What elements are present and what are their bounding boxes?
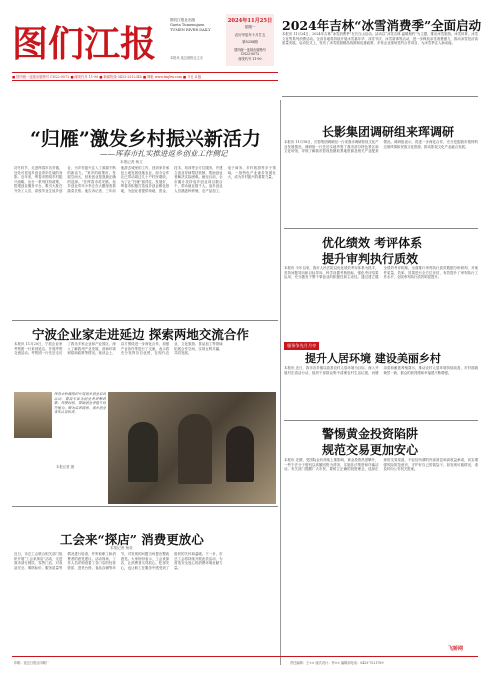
right-band-title: 提升人居环境 建设美丽乡村 bbox=[305, 352, 441, 365]
right-bottom-title-2: 规范交易更加安心 bbox=[322, 443, 419, 457]
lead-rule bbox=[282, 96, 478, 97]
feature-byline: 本报记者 杨文 bbox=[120, 160, 143, 164]
feature-subtitle: ——珲春市扎实推进返乡创业工作侧记 bbox=[100, 149, 228, 158]
right-band-body: 本报讯 近日，我市各乡镇以改善农村人居环境为目标，深入开展村庄清洁行动，组织干部群众集中清理农村生活垃圾、河塘沟渠和畜禽养殖粪污，推动农村人居环境持续改善，乡村面貌焕然一新，群众的获得感和幸福感不断增强。 bbox=[284, 366, 478, 375]
right-mid-body: 本报讯 今年以来，我市人民法院以优化绩效考评体系为抓手，坚持问题导向和目标导向，科学设置考核指标，强化考评结果运用，充分激发干警干事创业的积极性和主动性。通过建立健全绩效考评机制，全面推行审判执行质效数据分析研判，对案件质量、效率、效果进行全方位评估，有效提升了审判执行工作水平，全院审判执行质效明显提升。 bbox=[284, 266, 478, 280]
photo bbox=[14, 392, 52, 438]
infobar-rule-top bbox=[12, 72, 278, 73]
right-bottom-rule bbox=[284, 420, 478, 421]
right-top-title: 长影集团调研组来珲调研 bbox=[322, 125, 455, 139]
bottom-rule bbox=[12, 506, 278, 507]
photo-caption: 珲春市积极组织开展返乡创业培训活动，邀请专家为创业者讲解政策、传授经验，帮助创业者提升经营能力。图为培训现场，返乡创业青年认真听讲。 bbox=[54, 392, 106, 415]
footer-right: 印刷：延边日报社印刷厂 bbox=[14, 661, 50, 665]
masthead-pinyin: Gaeta Tumenujaen bbox=[170, 23, 205, 27]
masthead-title: 图们江报 bbox=[12, 23, 157, 65]
masthead bbox=[12, 14, 262, 66]
photo-person-2 bbox=[178, 414, 212, 484]
mid-rule bbox=[12, 320, 278, 321]
feature-title: “归雁”激发乡村振兴新活力 bbox=[30, 128, 261, 150]
mid-body: 本报讯 11月20日，宁波企业家考察团一行来到延边，开展考察交流活动。考察团一行先后走访了我市多家企业和产业园区，深入了解我州产业发展、营商环境和招商政策等情况。座谈会上，双方围绕进一步深化合作、加强产业协作等进行了交流，表示将充分发挥各自优势，在现代农业、文化旅游、食品加工等领域拓展合作空间，实现互利共赢、共同发展。 bbox=[14, 342, 223, 356]
bottom-byline: 本报记者 杨奇 bbox=[110, 546, 133, 550]
lunar: 农历甲辰年十月廿五 bbox=[234, 33, 266, 37]
footer-left: 责任编辑：王×× 版式设计：李×× 编辑部电话：0433-7521789 bbox=[290, 661, 384, 665]
info-line-2: 邮发代号 11-90 bbox=[238, 57, 262, 61]
photo-main bbox=[108, 392, 276, 504]
date-box bbox=[226, 14, 274, 66]
bottom-body: 近日，市总工会联合相关部门组织开展“工会来探店”活动，走进我市部分餐饮、零售门店，对食品安全、明码标价、服务质量等情况进行检查，并听取职工和消费者的意见建议。活动现场，工作人员详细查看了各门店的经营资质、进货台账、食品存储等环节，对发现的问题当场提出整改意见。大家纷纷表示，工会来探店，让消费者买得放心、吃得安心，也让职工在服务中感受到了组织的关怀和温暖。下一步，市总工会将持续开展此类活动，为营造安全放心的消费环境贡献力量。 bbox=[14, 552, 223, 570]
right-mid-rule bbox=[284, 228, 478, 229]
photo-credit: 本报记者 摄 bbox=[56, 465, 75, 469]
column-divider bbox=[280, 100, 281, 665]
photo-person-1 bbox=[128, 422, 158, 482]
masthead-note: 本报讯 延边晨报社主办 bbox=[170, 56, 203, 60]
bottom-title: 工会来“探店” 消费更放心 bbox=[60, 532, 204, 547]
right-band-label: 服务争先月月亭 bbox=[284, 342, 319, 350]
infobar: ■ 国内统一连续出版物号 CN22-0072 ■ 邮发代号 11-90 ■ 新闻热线 0433-2512345 ■ 网址 www.tmjbw.com ■ 今日 4 版 bbox=[12, 75, 202, 79]
infobar-rule-bottom bbox=[12, 80, 278, 81]
right-mid-title-2: 提升审判执行质效 bbox=[322, 252, 419, 266]
weekday: 星期一 bbox=[244, 25, 256, 29]
masthead-english: TUMEN RIVER DAILY bbox=[170, 28, 211, 32]
masthead-sub bbox=[170, 18, 228, 33]
masthead-sponsor: 图们江报社出版 bbox=[170, 18, 196, 22]
right-bottom-body: 本报讯 近期，受国际金价持续上涨影响，黄金投资热度攀升，一些不法分子借机以高额回报为诱饵，实施非法集资和诈骗活动。有关部门提醒广大市民，要树立正确的投资理念，选择正规的交易渠道，不轻信所谓的内部消息和高收益承诺，切实增强风险防范意识，守护好自己的钱袋子。如发现可疑情况，请及时向公安机关报案。 bbox=[284, 458, 478, 472]
info-line-1: CN22-0072 bbox=[240, 52, 260, 56]
lead-body: 本报讯 11月24日，2024年吉林“冰雪消费季”在长白山启动。活动以“冰雪吉林 温暖相约”为主题，推出冰雪旅游、冰雪体育、冰雪文化等系列消费活动。全省各地将持续开展冰雪嘉年华、冰雪节庆、冰雪赛事等活动，进一步释放冰雪消费潜力，推动冰雪经济高质量发展。启动仪式上，发布了冰雪旅游精品线路和优惠政策，多家企业现场签约合作项目，为冰雪季注入新动能。 bbox=[282, 32, 478, 46]
date-text: 2024年11月25日 bbox=[227, 18, 273, 24]
feature-body: 初冬时节，走进珲春市各乡镇，处处可见返乡创业青年忙碌的身影。近年来，珲春市围绕乡村振兴战略，出台一系列扶持政策，搭建创业服务平台，吸引大批在外务工人员、高校毕业生返乡创业，为乡村振兴注入了源源不断的新活力。“家乡的政策好，发展空间大，回来创业是我最正确的选择。”在珲春市英安镇，返乡创业青年小李正在大棚里查看蔬菜长势。他告诉记者，三年前他辞去城里的工作，回到家乡承包土地发展设施农业，如今合作社已带动周边几十户村民增收。为了让“归雁”留得住、发展好，珲春市积极打造返乡创业孵化基地，为创业者提供场地、资金、技术、培训等全方位服务，并建立创业导师帮扶机制，帮助创业者解决实际困难。截至目前，全市累计扶持返乡创业项目数百个，带动就业数千人。返乡创业人员涵盖种养殖、农产品加工、电子商务、乡村旅游等多个领域，一批特色产业逐步发展壮大，成为乡村振兴的重要力量。 bbox=[14, 166, 276, 193]
right-bottom-title-1: 警惕黄金投资陷阱 bbox=[322, 427, 419, 441]
lead-title: 2024年吉林“冰雪消费季”全面启动 bbox=[282, 18, 482, 33]
info-line-0: 国内统一连续出版物号 bbox=[234, 48, 266, 52]
right-mid-title-1: 优化绩效 考评体系 bbox=[322, 236, 423, 250]
ad-logo: 飞娇网 bbox=[448, 646, 464, 652]
right-top-body: 本报讯 11月18日，长影集团调研组一行来我市调研影视文化产业发展情况。调研组一行先后实地考察了我市部分特色景区和文化场馆，详细了解我市影视拍摄取景地资源及相关产业配套情况。调研组表示，将进一步深化合作，充分挖掘我市独特的边境风情和民族文化资源，推动影视文化产业融合发展。 bbox=[284, 140, 478, 154]
mid-title: 宁波企业家走进延边 探索两地交流合作 bbox=[32, 327, 249, 342]
issue: 第5258期 bbox=[242, 40, 258, 44]
footer-rule bbox=[12, 656, 478, 657]
photo-person-3 bbox=[226, 426, 254, 482]
